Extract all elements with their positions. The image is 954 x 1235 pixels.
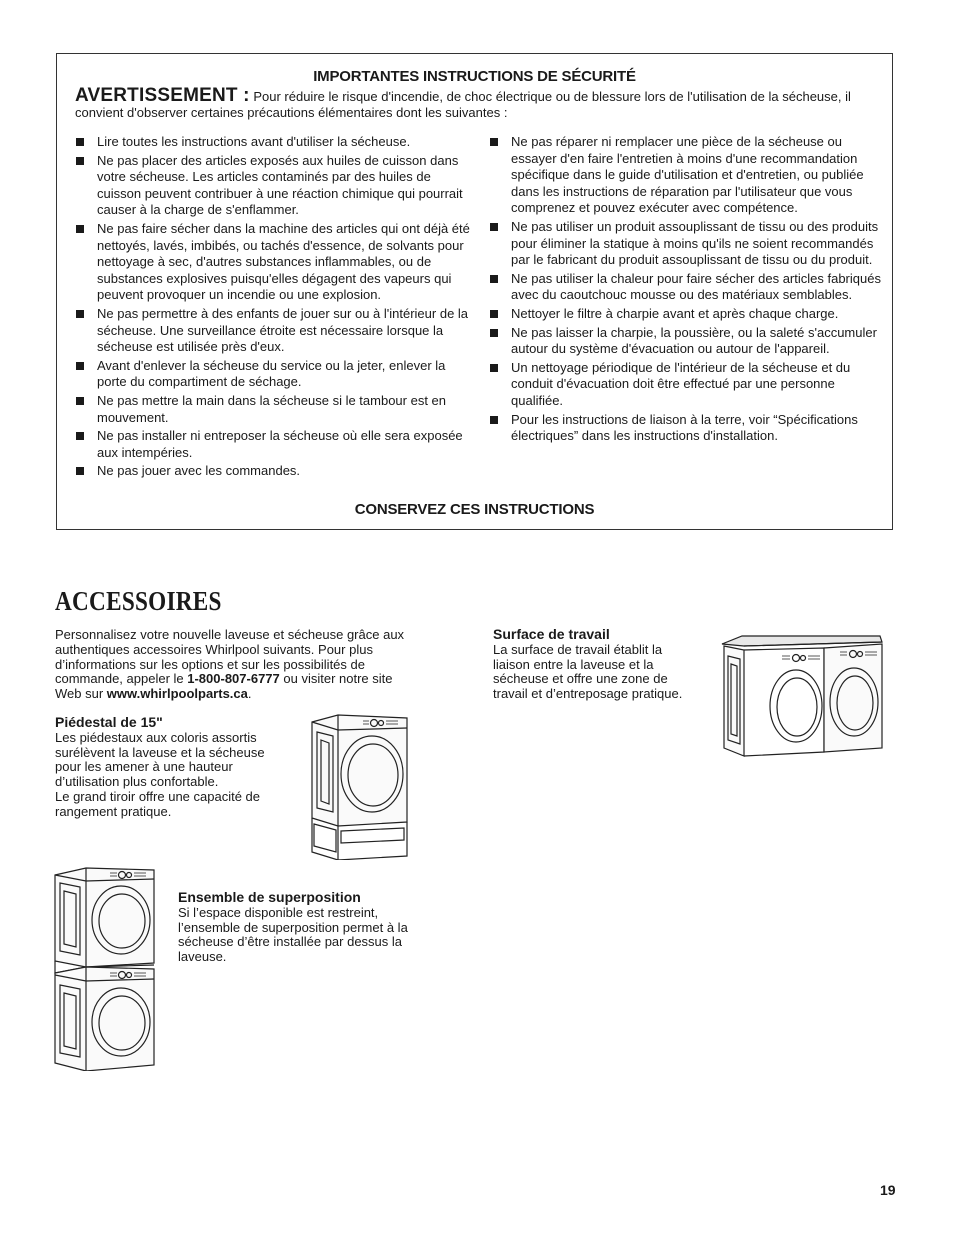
list-item: Ne pas faire sécher dans la machine des articles qui ont déjà été nettoyés, lavés, imbibés, ou tachés d'essence, de solvants pour nettoyage à sec, d'autres substances inflammables, ou de substances explosives puisqu'elles dégagent des vapeurs qui peuvent provoquer un incendie ou une explosion.: [75, 221, 473, 304]
worksurface-heading: Surface de travail: [493, 626, 610, 642]
warning-label: AVERTISSEMENT :: [75, 85, 250, 106]
list-item: Nettoyer le filtre à charpie avant et après chaque charge.: [489, 306, 887, 323]
safety-title: IMPORTANTES INSTRUCTIONS DE SÉCURITÉ: [313, 68, 636, 85]
stacked-washer-dryer-illustration: [52, 865, 158, 1071]
list-item: Ne pas réparer ni remplacer une pièce de la sécheuse ou essayer d'en faire l'entretien à moins d'une recommandation spécifique dans le guide d'utilisation et d'entretien, ou publiée dans les instructions de réparation par l'utilisateur que vous comprenez et pouvez exécuter avec compétence.: [489, 134, 887, 217]
safety-list-left: [75, 134, 473, 482]
pedestal-text-1: Les piédestaux aux coloris assortis surélèvent la laveuse et la sécheuse pour les amener à une hauteur d’utilisation plus confortable.: [55, 729, 265, 790]
square-bullet-icon: [490, 275, 498, 283]
list-item: Pour les instructions de liaison à la terre, voir “Spécifications électriques” dans les instructions d'installation.: [489, 412, 887, 445]
square-bullet-icon: [490, 329, 498, 337]
list-item: Ne pas laisser la charpie, la poussière, ou la saleté s'accumuler autour du système d'évacuation ou autour de l'appareil.: [489, 325, 887, 358]
pedestal-section: [55, 715, 290, 820]
square-bullet-icon: [76, 432, 84, 440]
stacking-section: [178, 890, 418, 965]
website-link[interactable]: www.whirlpoolparts.ca: [106, 686, 248, 702]
square-bullet-icon: [76, 362, 84, 370]
safety-footer: CONSERVEZ CES INSTRUCTIONS: [354, 501, 595, 518]
stacking-text: Si l’espace disponible est restreint, l’ensemble de superposition permet à la sécheuse d’être installée par dessus la laveuse.: [178, 904, 408, 965]
list-item: Ne pas utiliser la chaleur pour faire sécher des articles fabriqués avec du caoutchouc mousse ou des matériaux semblables.: [489, 271, 887, 304]
worksurface-illustration: [720, 632, 884, 760]
square-bullet-icon: [490, 416, 498, 424]
square-bullet-icon: [490, 310, 498, 318]
square-bullet-icon: [76, 310, 84, 318]
list-item: Ne pas placer des articles exposés aux huiles de cuisson dans votre sécheuse. Les articles contaminés par des huiles de cuisson peuvent contribuer à une réaction chimique qui pourrait causer à la charge de s'enflammer.: [75, 153, 473, 219]
warning-paragraph: [75, 85, 875, 121]
phone-number: 1-800-807-6777: [187, 671, 280, 687]
square-bullet-icon: [490, 223, 498, 231]
square-bullet-icon: [76, 397, 84, 405]
accessories-title: ACCESSOIRES: [55, 586, 222, 616]
worksurface-section: [493, 627, 688, 702]
square-bullet-icon: [76, 157, 84, 165]
list-item: Lire toutes les instructions avant d'utiliser la sécheuse.: [75, 134, 473, 151]
list-item: Ne pas installer ni entreposer la sécheuse où elle sera exposée aux intempéries.: [75, 428, 473, 461]
stacking-heading: Ensemble de superposition: [178, 889, 361, 905]
square-bullet-icon: [76, 225, 84, 233]
square-bullet-icon: [490, 138, 498, 146]
warning-text: Pour réduire le risque d'incendie, de choc électrique ou de blessure lors de l'utilisation de la sécheuse, il convient d'observer certaines précautions élémentaires dont les suivantes :: [75, 89, 851, 120]
pedestal-heading: Piédestal de 15": [55, 714, 163, 730]
list-item: Ne pas utiliser un produit assouplissant de tissu ou des produits pour éliminer la statique à moins qu'ils ne soient recommandés par le fabricant du produit assouplissant de tissu ou du produit.: [489, 219, 887, 269]
list-item: Ne pas permettre à des enfants de jouer sur ou à l'intérieur de la sécheuse. Une surveillance étroite est nécessaire lorsque la sécheuse est utilisée près d'eux.: [75, 306, 473, 356]
accessories-intro: Personnalisez votre nouvelle laveuse et sécheuse grâce aux authentiques accessoires Whirlpool suivants. Pour plus d’informations sur les options et sur les possibilités de commande, appeler le 1-800-807-6777 ou visiter notre site Web sur www.whirlpoolparts.ca.: [55, 627, 405, 702]
pedestal-text-2: Le grand tiroir offre une capacité de rangement pratique.: [55, 788, 261, 819]
square-bullet-icon: [76, 467, 84, 475]
list-item: Ne pas jouer avec les commandes.: [75, 463, 473, 480]
square-bullet-icon: [490, 364, 498, 372]
page-number: 19: [880, 1182, 896, 1198]
safety-instructions-box: [56, 53, 893, 530]
worksurface-text: La surface de travail établit la liaison entre la laveuse et la sécheuse et offre une zone de travail et d’entreposage pratique.: [493, 641, 683, 702]
list-item: Ne pas mettre la main dans la sécheuse si le tambour est en mouvement.: [75, 393, 473, 426]
square-bullet-icon: [76, 138, 84, 146]
list-item: Un nettoyage périodique de l'intérieur de la sécheuse et du conduit d'évacuation doit être effectué par une personne qualifiée.: [489, 360, 887, 410]
safety-list-right: [489, 134, 887, 447]
list-item: Avant d'enlever la sécheuse du service ou la jeter, enlever la porte du compartiment de séchage.: [75, 358, 473, 391]
pedestal-dryer-illustration: [308, 712, 410, 860]
